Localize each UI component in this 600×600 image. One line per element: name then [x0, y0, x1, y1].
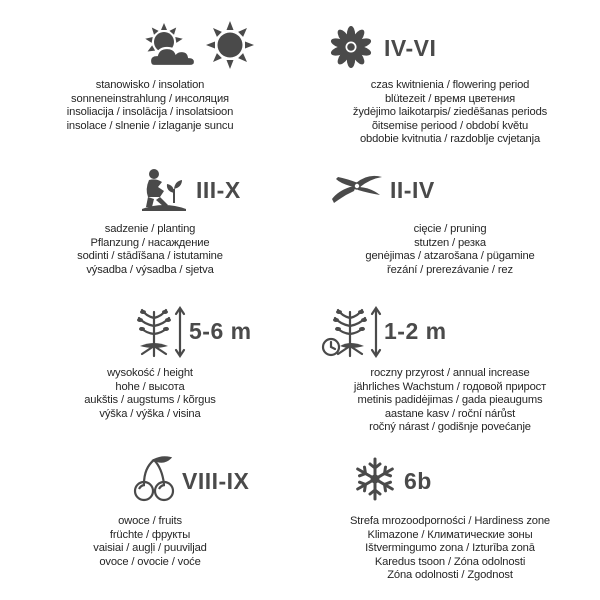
- growth-text: [300, 367, 600, 435]
- text-line: Strefa mrozoodporności / Hardiness zone: [350, 515, 550, 527]
- planting-text: [0, 223, 300, 277]
- height-text: [0, 367, 300, 421]
- pruning-shears-icon: [330, 169, 384, 211]
- text-line: früchte / фрукты: [109, 528, 191, 541]
- height-value: 5-6 m: [189, 318, 252, 344]
- text-line: Pflanzung / насаждение: [90, 236, 210, 249]
- text-line: wysokość / height: [107, 367, 193, 379]
- text-line: jährliches Wachstum / годовой прирост: [353, 380, 547, 393]
- flowering-text: [300, 79, 600, 147]
- text-line: Zóna odolnosti / Zgodnost: [387, 569, 513, 582]
- gardener-planting-icon: [140, 167, 188, 213]
- tree-annual-growth-icon: [320, 304, 382, 360]
- text-line: obdobie kvitnutia / razdoblje cvjetanja: [359, 133, 541, 146]
- insolation-text: [0, 79, 300, 133]
- text-line: ovoce / ovocie / voće: [99, 555, 201, 568]
- flowering-period-value: IV-VI: [384, 35, 437, 61]
- hardiness-text: [300, 515, 600, 583]
- text-line: aastane kasv / roční nárůst: [384, 407, 516, 420]
- planting-period-value: III-X: [196, 177, 241, 203]
- text-line: stanowisko / insolation: [95, 79, 205, 91]
- annual-growth-value: 1-2 m: [384, 318, 447, 344]
- text-line: sadzenie / planting: [104, 223, 196, 235]
- text-line: owoce / fruits: [118, 515, 182, 527]
- text-line: hohe / высота: [115, 380, 185, 393]
- text-line: výsadba / výsadba / sjetva: [86, 263, 214, 276]
- sun-behind-cloud-icon: [140, 22, 198, 72]
- text-line: Klimazone / Климатические зоны: [367, 528, 533, 541]
- fruits-text: [0, 515, 300, 569]
- text-line: insoliacija / insolācija / insolatsioon: [66, 106, 234, 119]
- flower-icon: [328, 24, 374, 70]
- text-line: řezání / prerezávanie / rez: [387, 263, 513, 276]
- pruning-period-value: II-IV: [390, 177, 435, 203]
- tree-height-icon: [134, 304, 188, 360]
- pruning-text: [300, 223, 600, 277]
- text-line: výška / výška / visina: [99, 407, 201, 420]
- text-line: stutzen / резка: [414, 236, 486, 249]
- fruiting-period-value: VIII-IX: [182, 468, 250, 494]
- hardiness-zone-value: 6b: [404, 468, 432, 494]
- text-line: cięcie / pruning: [413, 223, 487, 235]
- growth-cell: [300, 300, 600, 440]
- text-line: roczny przyrost / annual increase: [370, 367, 530, 379]
- text-line: sodinti / stādīšana / istutamine: [77, 250, 223, 263]
- planting-cell: [0, 163, 300, 283]
- text-line: insolace / slnenie / izlaganje suncu: [66, 119, 234, 132]
- hardiness-cell: [300, 450, 600, 590]
- text-line: Karedus tsoon / Zóna odolnosti: [374, 555, 526, 568]
- text-line: aukštis / augstums / kõrgus: [84, 394, 216, 407]
- sun-icon: [205, 20, 255, 70]
- text-line: blütezeit / время цветения: [384, 92, 516, 105]
- flowering-cell: [300, 18, 600, 153]
- text-line: vaisiai / augļi / puuviljad: [93, 542, 207, 555]
- text-line: žydėjimo laikotarpis/ ziedēšanas periods: [352, 106, 548, 119]
- text-line: genėjimas / atzarošana / pügamine: [365, 250, 535, 263]
- snowflake-icon: [352, 456, 398, 502]
- text-line: õitsemise periood / období květu: [371, 119, 529, 132]
- text-line: Ištvermingumo zona / Izturība zonā: [365, 542, 535, 555]
- height-cell: [0, 300, 300, 440]
- text-line: metinis padidėjimas / gada pieaugums: [357, 394, 543, 407]
- insolation-cell: [0, 18, 300, 148]
- pruning-cell: [300, 163, 600, 283]
- text-line: ročný nárast / godišnje povećanje: [369, 421, 531, 434]
- cherries-icon: [132, 454, 178, 506]
- fruits-cell: [0, 450, 300, 590]
- text-line: sonneneinstrahlung / инсоляция: [71, 92, 229, 105]
- text-line: czas kwitnienia / flowering period: [370, 79, 530, 91]
